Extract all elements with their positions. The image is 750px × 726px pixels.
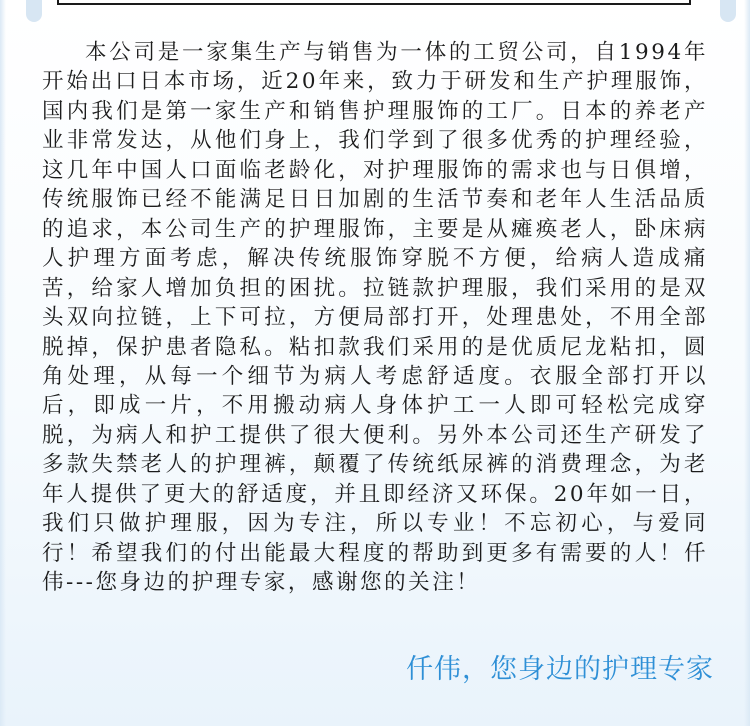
right-edge-shade: [744, 0, 750, 726]
left-decoration-icon: [26, 0, 42, 22]
top-frame-box: [57, 0, 691, 5]
intro-paragraph: 本公司是一家集生产与销售为一体的工贸公司，自1994年开始出口日本市场，近20年来，致力于研发和生产护理服饰，国内我们是第一家生产和销售护理服饰的工厂。日本的养老产业非常发达，从他们身上，我们学到了很多优秀的护理经验，这几年中国人口面临老龄化，对护理服饰的需求也与日俱增，传统服饰已经不能满足日日加剧的生活节奏和老年人生活品质的追求，本公司生产的护理服饰，主要是从瘫痪老人，卧床病人护理方面考虑，解决传统服饰穿脱不方便，给病人造成痛苦，给家人增加负担的困扰。拉链款护理服，我们采用的是双头双向拉链，上下可拉，方便局部打开，处理患处，不用全部脱掉，保护患者隐私。粘扣款我们采用的是优质尼龙粘扣，圆角处理，从每一个细节为病人考虑舒适度。衣服全部打开以后，即成一片，不用搬动病人身体护工一人即可轻松完成穿脱，为病人和护工提供了很大便利。另外本公司还生产研发了多款失禁老人的护理裤，颠覆了传统纸尿裤的消费理念，为老年人提供了更大的舒适度，并且即经济又环保。20年如一日，我们只做护理服，因为专注，所以专业！不忘初心，与爱同行！希望我们的付出能最大程度的帮助到更多有需要的人！仟伟---您身边的护理专家，感谢您的关注！: [42, 40, 708, 596]
right-decoration-icon: [720, 0, 736, 22]
company-introduction: [42, 38, 708, 598]
left-edge-shade: [0, 0, 6, 726]
brand-tagline: 仟伟，您身边的护理专家: [406, 654, 714, 685]
